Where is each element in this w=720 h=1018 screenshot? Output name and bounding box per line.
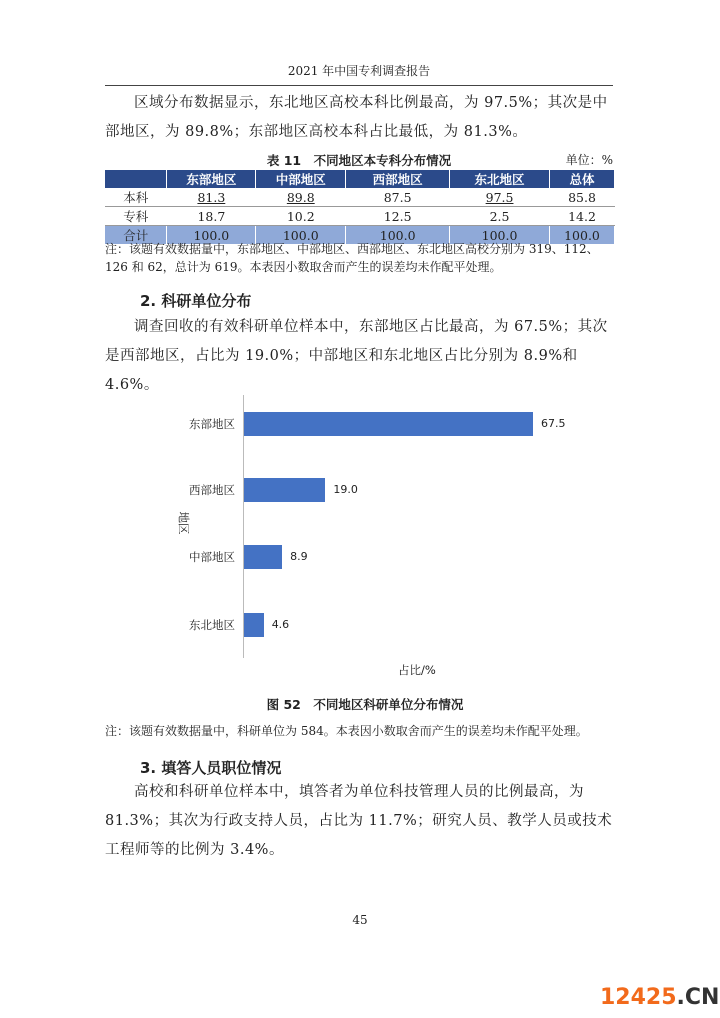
col-header: 东部地区 xyxy=(167,170,256,188)
col-header: 中部地区 xyxy=(256,170,346,188)
table-cell: 12.5 xyxy=(346,207,450,226)
table-cell: 100.0 xyxy=(167,226,256,245)
col-header: 总体 xyxy=(550,170,615,188)
row-label: 合计 xyxy=(105,226,167,245)
chart-caption: 图 52 不同地区科研单位分布情况 xyxy=(266,697,464,712)
table-cell: 100.0 xyxy=(550,226,615,245)
table-cell: 14.2 xyxy=(550,207,615,226)
cell-value: 89.8 xyxy=(286,189,315,205)
table-cell: 85.8 xyxy=(550,188,615,207)
running-header: 2021 年中国专利调查报告 xyxy=(105,62,613,86)
section-heading-2: 2. 科研单位分布 xyxy=(140,292,252,310)
col-header: 东北地区 xyxy=(450,170,550,188)
bar xyxy=(244,545,282,569)
table-note: 注：该题有效数据量中，东部地区、中部地区、西部地区、东北地区高校分别为 319、112、126 和 62，总计为 619。本表因小数取舍而产生的误差均未作配平处理。 xyxy=(105,242,599,274)
paragraph-2: 调查回收的有效科研单位样本中，东部地区占比最高，为 67.5%；其次是西部地区，占比为 19.0%；中部地区和东北地区占比分别为 8.9%和 4.6%。 xyxy=(105,319,608,393)
table-unit: 单位：% xyxy=(565,153,613,167)
table-cell: 18.7 xyxy=(167,207,256,226)
category-label: 中部地区 xyxy=(189,550,235,564)
category-label: 西部地区 xyxy=(189,483,235,497)
bar xyxy=(244,478,325,502)
category-label: 东部地区 xyxy=(189,417,235,431)
y-axis-label: 地区 xyxy=(176,511,191,535)
data-label: 67.5 xyxy=(541,417,566,430)
data-label: 8.9 xyxy=(290,550,308,563)
table-cell: 87.5 xyxy=(346,188,450,207)
table-cell: 100.0 xyxy=(256,226,346,245)
cell-value: 97.5 xyxy=(485,189,514,205)
col-header: 西部地区 xyxy=(346,170,450,188)
category-label: 东北地区 xyxy=(189,618,235,632)
x-axis-label: 占比/% xyxy=(398,663,436,677)
data-label: 4.6 xyxy=(271,618,290,631)
table-cell: 10.2 xyxy=(256,207,346,226)
row-label: 专科 xyxy=(105,207,167,226)
section-heading-3: 3. 填答人员职位情况 xyxy=(140,759,282,777)
row-label: 本科 xyxy=(105,188,167,207)
table-cell: 100.0 xyxy=(450,226,550,245)
watermark-logo: 12425.CN xyxy=(600,985,720,1010)
table-cell: 2.5 xyxy=(450,207,550,226)
paragraph-1: 区域分布数据显示，东北地区高校本科比例最高，为 97.5%；其次是中部地区，为 89.8%；东部地区高校本科占比最低，为 81.3%。 xyxy=(105,95,608,140)
table-title: 表 11 不同地区本专科分布情况 xyxy=(266,153,452,168)
data-label: 19.0 xyxy=(333,483,358,496)
bar xyxy=(244,412,533,436)
chart-note: 注：该题有效数据量中，科研单位为 584。本表因小数取舍而产生的误差均未作配平处理。 xyxy=(105,724,588,738)
table-cell: 100.0 xyxy=(346,226,450,245)
bar xyxy=(244,613,264,637)
cell-value: 81.3 xyxy=(197,189,226,205)
paragraph-3: 高校和科研单位样本中，填答者为单位科技管理人员的比例最高，为 81.3%；其次为行政支持人员，占比为 11.7%；研究人员、教学人员或技术工程师等的比例为 3.4%。 xyxy=(105,784,613,858)
page-number: 45 xyxy=(352,913,368,927)
